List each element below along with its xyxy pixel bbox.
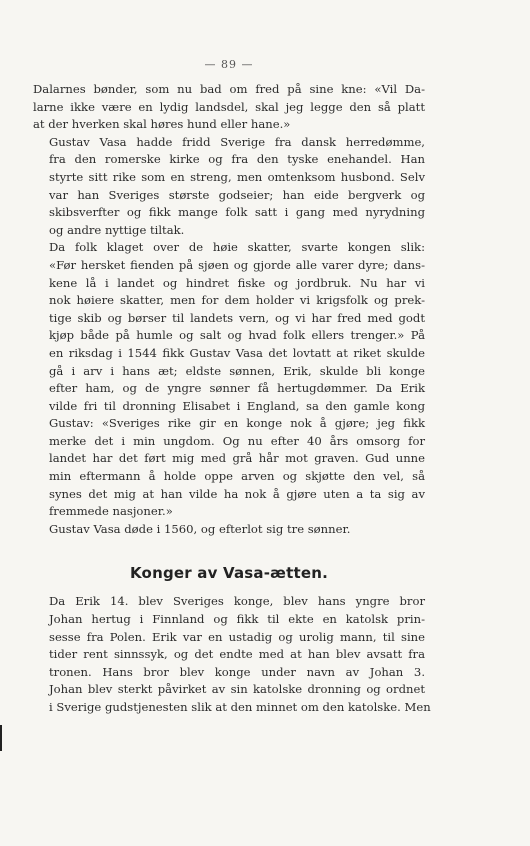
text-line: Gustav Vasa hadde fridd Sverige fra dansk herredømme, (49, 134, 425, 149)
text-line: min eftermann å holde oppe arven og skjøtte den vel, så (49, 469, 425, 484)
text-line: var han Sveriges største godseier; han eide bergverk og (49, 187, 425, 202)
text-line: larne ikke være en lydig landsdel, skal jeg legge den så platt (33, 99, 425, 114)
text-line: Gustav: «Sveriges rike gir en konge nok å gjøre; jeg fikk (49, 416, 425, 431)
paragraph (33, 521, 425, 539)
text-line: gå i arv i hans æt; eldste sønnen, Erik, skulde bli konge (49, 363, 425, 378)
text-line: tige skib og børser til landets vern, og vi har fred med godt (49, 310, 425, 325)
text-line: tider rent sinnssyk, og det endte med at han blev avsatt fra (49, 647, 425, 662)
book-page (33, 58, 431, 717)
text-line: Da Erik 14. blev Sveriges konge, blev hans yngre bror (49, 594, 425, 609)
text-line: fremmede nasjoner.» (49, 504, 173, 519)
page-number: — 89 — (204, 58, 254, 71)
text-block-before-heading (33, 81, 425, 538)
text-line: merke det i min ungdom. Og nu efter 40 års omsorg for (49, 433, 425, 448)
text-line: Johan blev sterkt påvirket av sin katolske dronning og ordnet (49, 682, 425, 697)
text-line: Da folk klaget over de høie skatter, svarte kongen slik: (49, 240, 425, 255)
section-heading: Konger av Vasa-ætten. (130, 564, 328, 583)
text-line: styrte sitt rike som en streng, men omtenksom husbond. Selv (49, 169, 425, 184)
text-block-after-heading (33, 593, 431, 716)
text-line: «Før hersket fienden på sjøen og gjorde alle varer dyre; dans- (49, 257, 425, 272)
text-line: efter ham, og de yngre sønner få hertugdømmer. Da Erik (49, 381, 425, 396)
text-line: at der hverken skal høres hund eller hane.» (33, 117, 291, 132)
paragraph (33, 81, 425, 134)
text-line: sesse fra Polen. Erik var en ustadig og urolig mann, til sine (49, 629, 425, 644)
text-line: vilde fri til dronning Elisabet i England, sa den gamle kong (49, 398, 425, 413)
text-line: skibsverfter og fikk mange folk satt i gang med nyrydning (49, 205, 425, 220)
text-line: tronen. Hans bror blev konge under navn av Johan 3. (49, 664, 425, 679)
text-line: landet har det ført mig med grå hår mot graven. Gud unne (49, 451, 425, 466)
text-line: Dalarnes bønder, som nu bad om fred på sine knе: «Vil Da- (33, 82, 425, 96)
text-line: og andre nyttige tiltak. (49, 222, 185, 237)
text-line: kene lå i landet og hindret fiske og jordbruk. Nu har vi (49, 275, 425, 290)
text-line: kjøp både på humle og salt og hvad folk ellers trenger.» På (49, 328, 425, 343)
text-line: i Sverige gudstjenesten slik at den minnet om den katolske. Men (49, 700, 431, 714)
text-line: en riksdag i 1544 fikk Gustav Vasa det lovtatt at riket skulde (49, 345, 425, 360)
paragraph (33, 134, 425, 240)
scan-edge-mark (0, 725, 2, 751)
paragraph (33, 239, 425, 521)
text-line: synes det mig at han vilde ha nok å gjøre uten a ta sig av (49, 486, 425, 501)
paragraph (33, 593, 431, 716)
text-line: Johan hertug i Finnland og fikk til ekte en katolsk prin- (49, 612, 425, 627)
text-line: Gustav Vasa døde i 1560, og efterlot sig tre sønner. (49, 521, 351, 536)
text-line: nok høiere skatter, men for dem holder vi krigsfolk og prek- (49, 293, 425, 308)
text-line: fra den romerske kirke og fra den tyske enehandel. Han (49, 152, 425, 167)
